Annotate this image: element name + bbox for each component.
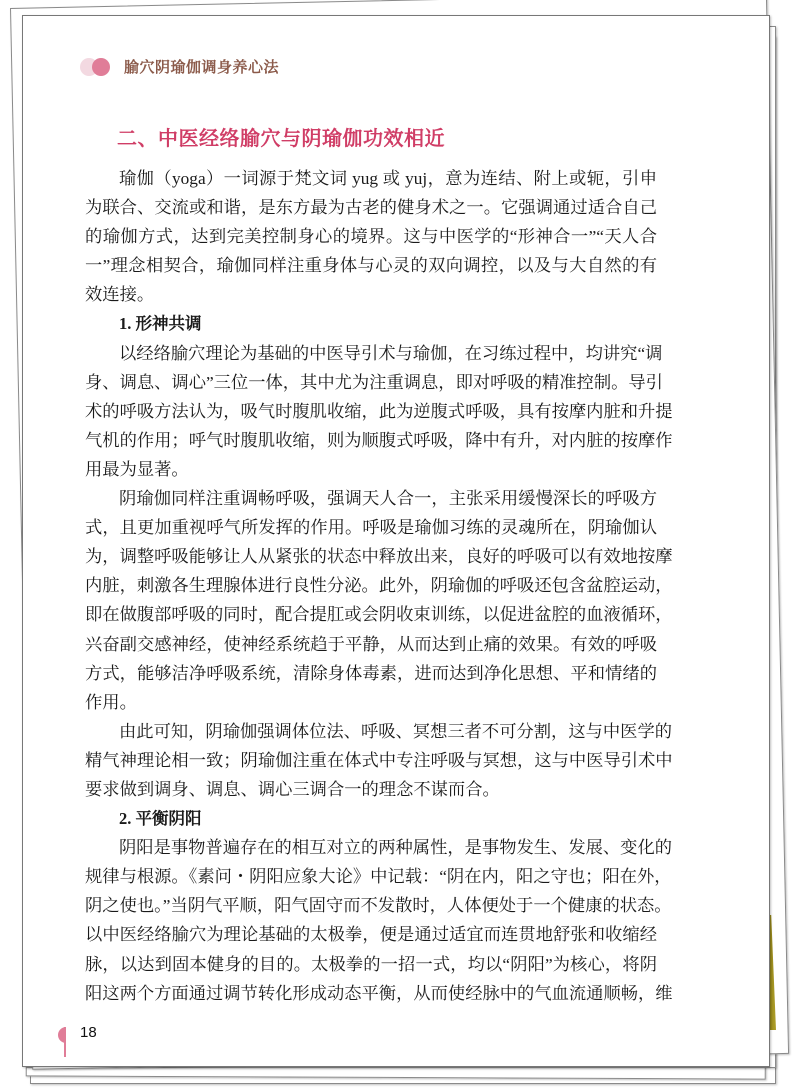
text-line: 以经络腧穴理论为基础的中医导引术与瑜伽，在习练过程中，均讲究“调: [119, 343, 663, 363]
subsection-heading: 1. 形神共调: [119, 314, 202, 334]
text-line: 以中医经络腧穴为理论基础的太极拳，便是通过适宜而连贯地舒张和收缩经: [85, 925, 657, 945]
running-title: 腧穴阴瑜伽调身养心法: [124, 60, 280, 76]
text-line: 效连接。: [85, 285, 155, 305]
text-line: 规律与根源。《素问・阴阳应象大论》中记载：“阴在内，阳之守也；阳在外，: [85, 867, 672, 887]
text-line: 一”理念相契合，瑜伽同样注重身体与心灵的双向调控，以及与大自然的有: [85, 256, 657, 276]
text-line: 为联合、交流或和谐，是东方最为古老的健身术之一。它强调通过适合自己: [85, 198, 657, 218]
text-line: 兴奋副交感神经，使神经系统趋于平静，从而达到止痛的效果。有效的呼吸: [85, 634, 657, 654]
paragraph: [85, 833, 673, 1008]
text-line: 由此可知，阴瑜伽强调体位法、呼吸、冥想三者不可分割，这与中医学的: [119, 721, 673, 741]
text-line: 的瑜伽方式，达到完美控制身心的境界。这与中医学的“形神合一”“天人合: [85, 227, 657, 247]
text-line: 用最为显著。: [85, 459, 189, 479]
running-header: [80, 56, 279, 77]
text-line: 阴阳是事物普遍存在的相互对立的两种属性，是事物发生、发展、变化的: [119, 838, 673, 858]
text-line: 要求做到调身、调息、调心三调合一的理念不谋而合。: [85, 779, 500, 799]
paragraph: [85, 339, 673, 484]
text-line: 阳这两个方面通过调节转化形成动态平衡，从而使经脉中的气血流通顺畅，维: [85, 983, 673, 1003]
text-line: 脉，以达到固本健身的目的。太极拳的一招一式，均以“阴阳”为核心，将阴: [85, 954, 657, 974]
section-title: 二、中医经络腧穴与阴瑜伽功效相近: [117, 128, 445, 150]
text-line: 式，且更加重视呼气所发挥的作用。呼吸是瑜伽习练的灵魂所在，阴瑜伽认: [85, 518, 657, 538]
text-line: 内脏，刺激各生理腺体进行良性分泌。此外，阴瑜伽的呼吸还包含盆腔运动，: [85, 576, 673, 596]
text-line: 精气神理论相一致；阴瑜伽注重在体式中专注呼吸与冥想，这与中医导引术中: [85, 750, 673, 770]
text-line: 即在做腹部呼吸的同时，配合提肛或会阴收束训练，以促进盆腔的血液循环，: [85, 605, 673, 625]
page-number: 18: [80, 1024, 97, 1041]
text-line: 身、调息、调心”三位一体，其中尤为注重调息，即对呼吸的精准控制。导引: [85, 372, 663, 392]
paragraph: [85, 717, 673, 804]
text-line: 瑜伽（yoga）一词源于梵文词 yug 或 yuj，意为连结、附上或轭，引申: [119, 169, 657, 188]
text-line: 方式，能够洁净呼吸系统，清除身体毒素，进而达到净化思想、平和情绪的: [85, 663, 657, 683]
text-line: 作用。: [85, 692, 137, 712]
paragraph: [85, 164, 657, 309]
text-line: 为，调整呼吸能够让人从紧张的状态中释放出来，良好的呼吸可以有效地按摩: [85, 547, 673, 567]
paragraph: [85, 484, 673, 717]
text-line: 术的呼吸方法认为，吸气时腹肌收缩，此为逆腹式呼吸，具有按摩内脏和升提: [85, 401, 673, 421]
header-dot-icon: [92, 58, 110, 76]
body-text: [85, 164, 673, 1008]
subsection-heading: 2. 平衡阴阳: [119, 809, 202, 829]
text-line: 阴瑜伽同样注重调畅呼吸，强调天人合一，主张采用缓慢深长的呼吸方: [119, 489, 657, 509]
page-number-marker-icon: [58, 1027, 66, 1057]
text-line: 阴之使也。”当阴气平顺，阳气固守而不发散时，人体便处于一个健康的状态。: [85, 896, 672, 916]
text-line: 气机的作用；呼气时腹肌收缩，则为顺腹式呼吸，降中有升，对内脏的按摩作: [85, 430, 673, 450]
